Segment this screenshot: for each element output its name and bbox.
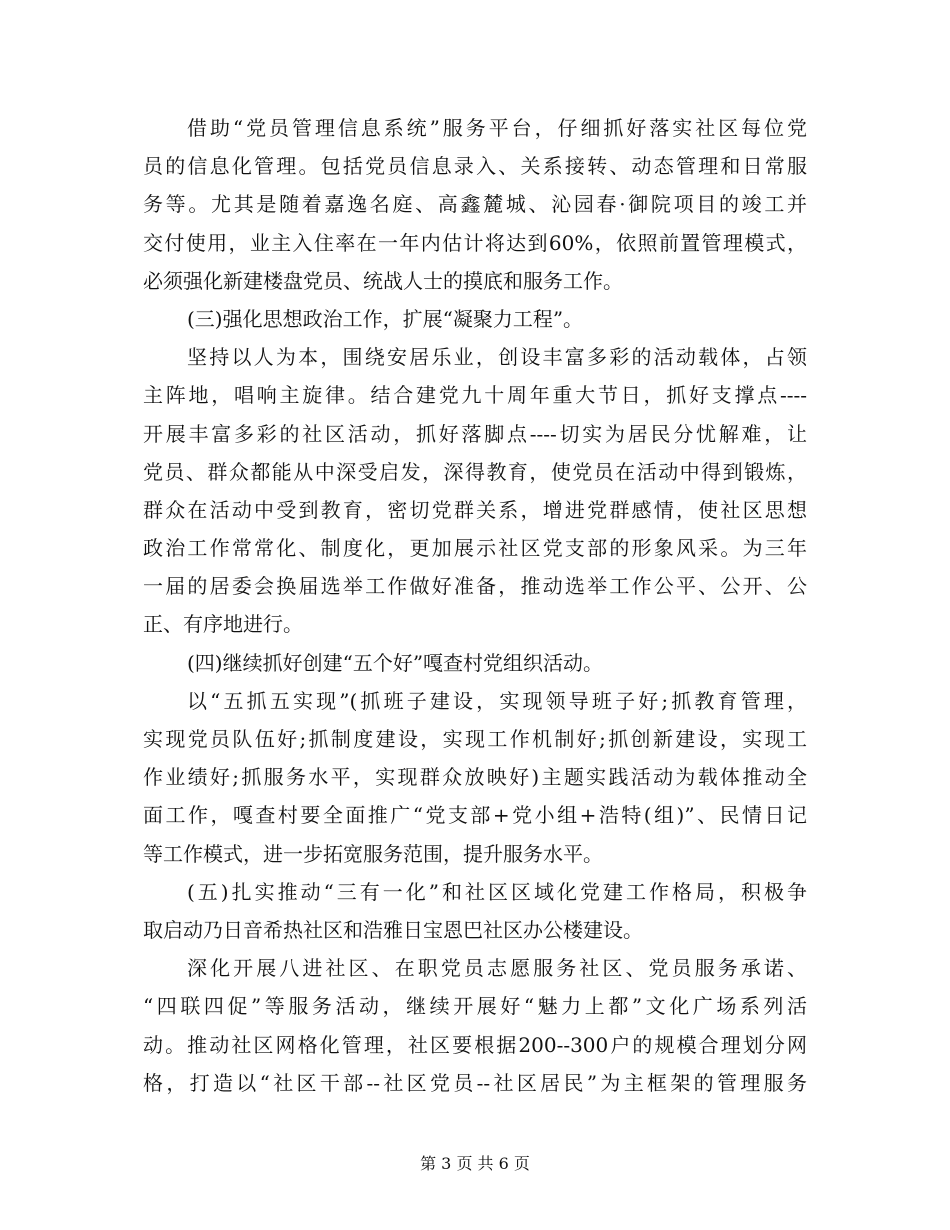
- text-line: 深化开展八进社区、在职党员志愿服务社区、党员服务承诺、: [187, 956, 807, 981]
- text-line: 动。推动社区网格化管理，社区要根据200--300户的规模合理划分网: [143, 1032, 807, 1057]
- text-line: 政治工作常常化、制度化，更加展示社区党支部的形象风采。为三年: [143, 536, 807, 561]
- page-number-label: 第 3 页 共 6 页: [420, 1154, 530, 1173]
- text-line: 以“五抓五实现”(抓班子建设，实现领导班子好;抓教育管理，: [187, 688, 807, 713]
- text-line: “四联四促”等服务活动，继续开展好“魅力上都”文化广场系列活: [143, 994, 807, 1019]
- text-line: 交付使用，业主入住率在一年内估计将达到60%，依照前置管理模式，: [143, 230, 807, 255]
- text-line: 取启动乃日音希热社区和浩雅日宝恩巴社区办公楼建设。: [143, 917, 643, 942]
- text-line: (三)强化思想政治工作，扩展“凝聚力工程”。: [187, 306, 584, 331]
- text-line: 借助“党员管理信息系统”服务平台，仔细抓好落实社区每位党: [187, 116, 807, 140]
- text-line: 实现党员队伍好;抓制度建设，实现工作机制好;抓创新建设，实现工: [143, 727, 807, 751]
- page-footer: [0, 1153, 950, 1175]
- text-line: (四)继续抓好创建“五个好”嘎查村党组织活动。: [187, 650, 604, 675]
- document-body: [143, 109, 807, 1102]
- text-line: 务等。尤其是随着嘉逸名庭、高鑫麓城、沁园春·御院项目的竣工并: [143, 192, 807, 217]
- text-line: 正、有序地进行。: [143, 612, 303, 637]
- text-line: 坚持以人为本，围绕安居乐业，创设丰富多彩的活动载体，占领: [187, 345, 807, 370]
- text-line: 主阵地，唱响主旋律。结合建党九十周年重大节日，抓好支撑点----: [143, 383, 807, 408]
- text-line: 员的信息化管理。包括党员信息录入、关系接转、动态管理和日常服: [143, 154, 807, 179]
- text-line: 等工作模式，进一步拓宽服务范围，提升服务水平。: [143, 841, 603, 866]
- text-line: 面工作，嘎查村要全面推广“党支部+党小组+浩特(组)”、民情日记: [143, 803, 807, 828]
- text-line: 一届的居委会换届选举工作做好准备，推动选举工作公平、公开、公: [143, 574, 807, 599]
- text-line: 格，打造以“社区干部--社区党员--社区居民”为主框架的管理服务: [143, 1070, 807, 1095]
- text-line: 开展丰富多彩的社区活动，抓好落脚点----切实为居民分忧解难，让: [143, 421, 807, 446]
- text-line: (五)扎实推动“三有一化”和社区区域化党建工作格局，积极争: [187, 879, 807, 904]
- text-line: 必须强化新建楼盘党员、统战人士的摸底和服务工作。: [143, 268, 623, 293]
- text-line: 作业绩好;抓服务水平，实现群众放映好)主题实践活动为载体推动全: [143, 765, 807, 790]
- text-line: 党员、群众都能从中深受启发，深得教育，使党员在活动中得到锻炼，: [143, 459, 807, 484]
- text-line: 群众在活动中受到教育，密切党群关系，增进党群感情，使社区思想: [143, 497, 807, 522]
